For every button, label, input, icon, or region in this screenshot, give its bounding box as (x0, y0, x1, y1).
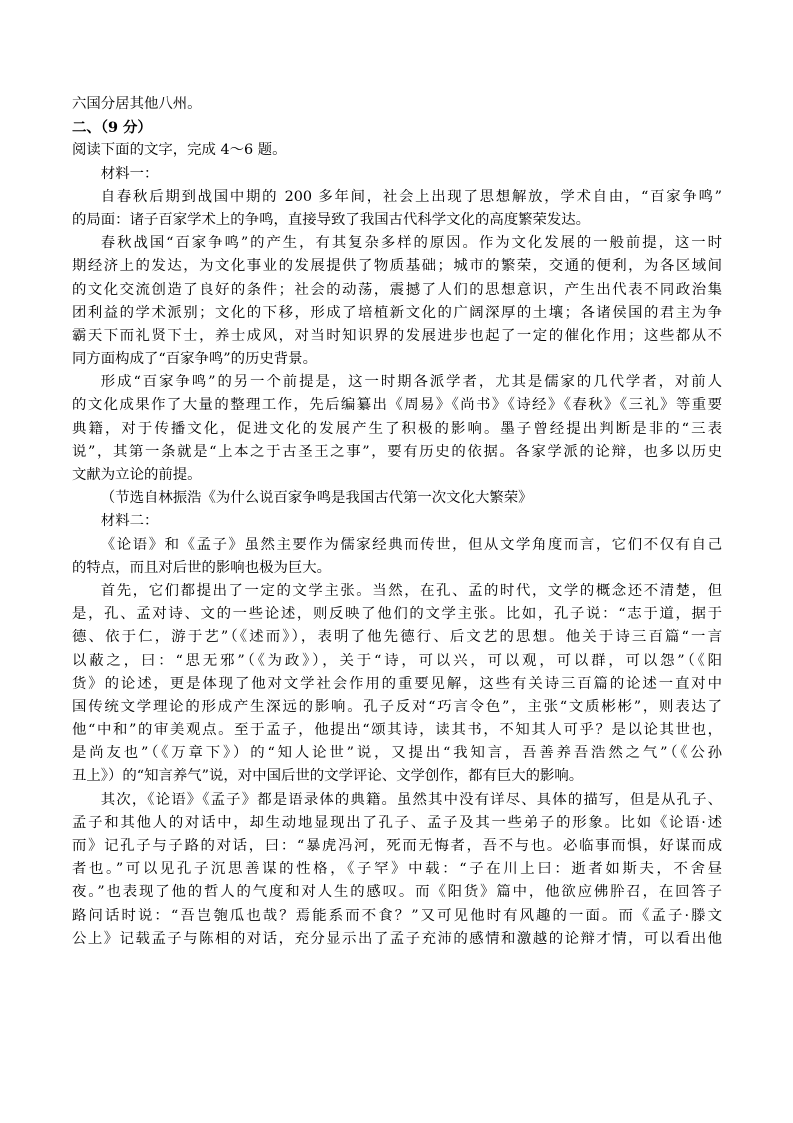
document-page (72, 93, 722, 951)
text-line: 霸天下而礼贤下士，养士成风，对当时知识界的发展进步也起了一定的催化作用；这些都从不 (72, 327, 722, 344)
text-line: 团利益的学术派别；文化的下移，形成了培植新文化的广阔深厚的土壤；各诸侯国的君主为争 (72, 304, 722, 321)
text-line: 是，孔、孟对诗、文的一些论述，则反映了他们的文学主张。比如，孔子说：“志于道，据于 (72, 606, 722, 623)
text-line: 阅读下面的文字，完成 4～6 题。 (72, 142, 287, 159)
text-line: 的文化成果作了大量的整理工作，先后编纂出《周易》《尚书》《诗经》《春秋》《三礼》等重要 (72, 397, 722, 414)
text-line: 春秋战国“百家争鸣”的产生，有其复杂多样的原因。作为文化发展的一般前提，这一时 (100, 235, 722, 252)
text-line: （节选自林振浩《为什么说百家争鸣是我国古代第一次文化大繁荣》 (100, 490, 533, 507)
text-line: 者也。”可以见孔子沉思善谋的性格，《子罕》中载：“子在川上曰：逝者如斯夫，不舍昼 (72, 861, 722, 878)
text-line: 《论语》和《孟子》虽然主要作为儒家经典而传世，但从文学角度而言，它们不仅有自己 (100, 536, 722, 553)
text-line: 六国分居其他八州。 (72, 96, 202, 112)
text-line: 夜。”也表现了他的哲人的气度和对人生的感叹。而《阳货》篇中，他欲应佛肸召，在回答子 (72, 884, 722, 901)
text-line: 路问话时说：“吾岂匏瓜也哉？焉能系而不食？”又可见他时有风趣的一面。而《孟子·滕文 (72, 907, 722, 924)
text-line: 其次，《论语》《孟子》都是语录体的典籍。虽然其中没有详尽、具体的描写，但是从孔子、 (100, 791, 722, 808)
text-line: 自春秋后期到战国中期的 200 多年间，社会上出现了思想解放，学术自由，“百家争鸣” (100, 188, 722, 205)
text-line: 的文化交流创造了良好的条件；社会的动荡，震撼了人们的思想意识，产生出代表不同政治集 (72, 281, 722, 298)
text-line: 是尚友也”（《万章下》）的“知人论世”说，又提出“我知言，吾善养吾浩然之气”（《公孙 (72, 745, 722, 762)
text-line: 国传统文学理论的形成产生深远的影响。孔子反对“巧言令色”，主张“文质彬彬”，则表达了 (72, 698, 722, 715)
text-line: 的局面：诸子百家学术上的争鸣，直接导致了我国古代科学文化的高度繁荣发达。 (72, 211, 591, 228)
text-line: 孟子和其他人的对话中，却生动地显现出了孔子、孟子及其一些弟子的形象。比如《论语·述 (72, 814, 722, 831)
text-line: 公上》记载孟子与陈相的对话，充分显示出了孟子充沛的感情和激越的论辩才情，可以看出他 (72, 930, 722, 947)
section-heading: 二、（9 分） (72, 119, 152, 137)
text-line: 货》的论述，更是体现了他对文学社会作用的重要见解，这些有关诗三百篇的论述一直对中 (72, 675, 722, 692)
text-line: 文献为立论的前提。 (72, 467, 202, 483)
text-line: 材料一： (100, 165, 159, 182)
text-line: 丑上》）的“知言养气”说，对中国后世的文学评论、文学创作，都有巨大的影响。 (72, 768, 584, 785)
text-line: 说”，其第一条就是“上本之于古圣王之事”，要有历史的依据。各家学派的论辩，也多以历史 (72, 443, 722, 460)
text-line: 首先，它们都提出了一定的文学主张。当然，在孔、孟的时代，文学的概念还不清楚，但 (100, 582, 722, 599)
text-line: 以蔽之，曰：“思无邪”（《为政》），关于“诗，可以兴，可以观，可以群，可以怨”（《阳 (72, 652, 722, 669)
text-line: 而》记孔子与子路的对话，曰：“暴虎冯河，死而无悔者，吾不与也。必临事而惧，好谋而成 (72, 838, 722, 854)
text-line: 材料二： (100, 513, 159, 530)
text-line: 形成“百家争鸣”的另一个前提是，这一时期各派学者，尤其是儒家的几代学者，对前人 (100, 374, 722, 391)
text-line: 他“中和”的审美观点。至于孟子，他提出“颂其诗，读其书，不知其人可乎？是以论其世也， (72, 722, 722, 739)
text-line: 期经济上的发达，为文化事业的发展提供了物质基础；城市的繁荣，交通的便利，为各区域间 (72, 258, 722, 275)
text-line: 同方面构成了“百家争鸣”的历史背景。 (72, 351, 317, 368)
text-line: 典籍，对于传播文化，促进文化的发展产生了积极的影响。墨子曾经提出判断是非的“三表 (72, 420, 722, 437)
text-line: 德、依于仁，游于艺”（《述而》），表明了他先德行、后文艺的思想。他关于诗三百篇“一言 (72, 629, 722, 646)
text-line: 的特点，而且对后世的影响也极为巨大。 (72, 559, 332, 576)
